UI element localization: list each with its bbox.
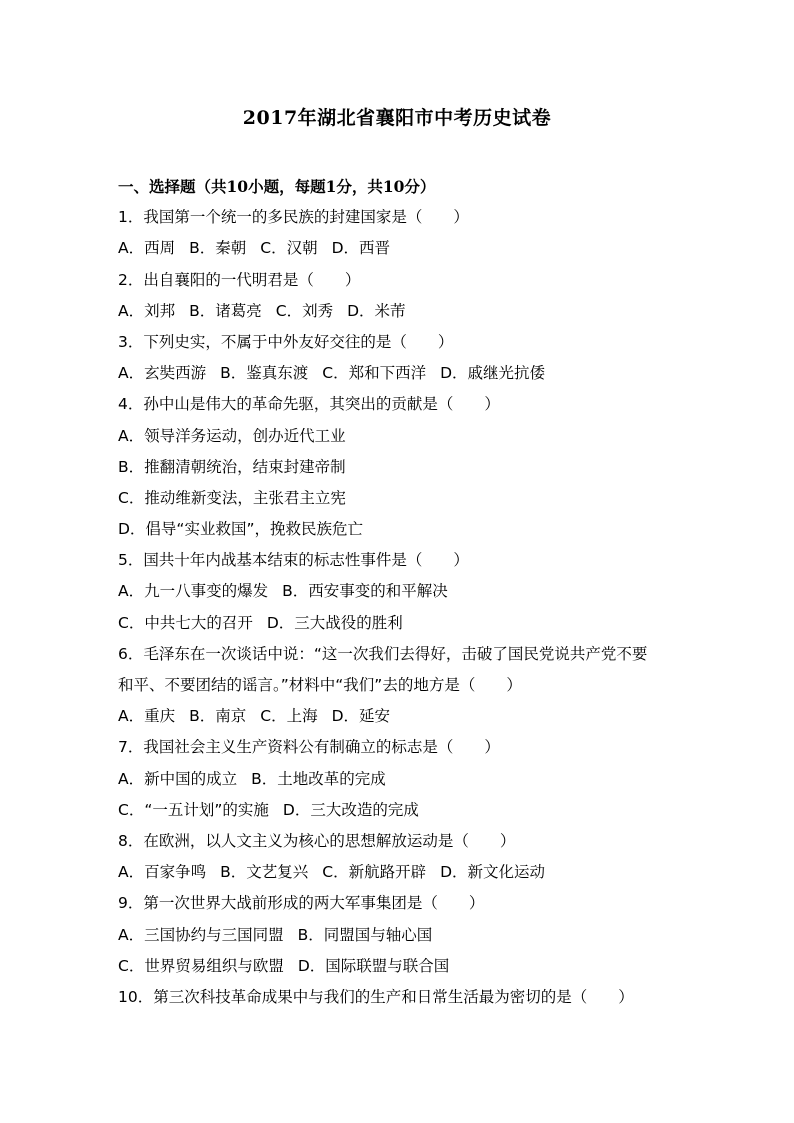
question-stem: 6．毛泽东在一次谈话中说：“这一次我们去得好，击破了国民党说共产党不要 (118, 644, 648, 663)
answer-option: A．玄奘西游 (118, 364, 207, 383)
answer-option: D．米芾 (347, 301, 406, 320)
answer-option: A．新中国的成立 (118, 769, 238, 788)
option-line (118, 795, 688, 826)
question-stem: 7．我国社会主义生产资料公有制确立的标志是（ ） (118, 738, 500, 757)
answer-option: A．西周 (118, 239, 176, 258)
answer-option: B．推翻清朝统治，结束封建帝制 (118, 457, 346, 476)
answer-option: D．西晋 (331, 239, 391, 258)
option-line (118, 857, 688, 888)
answer-option: C．中共七大的召开 (118, 613, 253, 632)
answer-option: D．倡导“实业救国”，挽救民族危亡 (118, 520, 363, 539)
option-line (118, 483, 688, 514)
answer-option: D．国际联盟与联合国 (297, 956, 450, 975)
option-line (118, 701, 688, 732)
question-stem: 1．我国第一个统一的多民族的封建国家是（ ） (118, 208, 469, 227)
answer-option: C．推动维新变法，主张君主立宪 (118, 488, 346, 507)
question-stem: 10．第三次科技革命成果中与我们的生产和日常生活最为密切的是（ ） (118, 987, 634, 1006)
section-heading: 一、选择题（共10小题，每题1分，共10分） (118, 177, 436, 196)
question-stem-continued: 和平、不要团结的谣言。”材料中“我们”去的地方是（ ） (118, 676, 522, 694)
answer-option: C．刘秀 (275, 301, 334, 320)
exam-body (118, 171, 688, 1013)
answer-option: D．三大改造的完成 (282, 800, 419, 819)
answer-option: C．上海 (260, 707, 318, 726)
answer-option: A．领导洋务运动，创办近代工业 (118, 426, 346, 445)
answer-option: C．世界贸易组织与欧盟 (118, 956, 284, 975)
option-line (118, 452, 688, 483)
question-stem: 5．国共十年内战基本结束的标志性事件是（ ） (118, 551, 469, 570)
question-stem: 8．在欧洲，以人文主义为核心的思想解放运动是（ ） (118, 831, 516, 850)
answer-option: A．刘邦 (118, 301, 176, 320)
exam-title: 2017年湖北省襄阳市中考历史试卷 (242, 107, 552, 129)
option-line (118, 358, 688, 389)
answer-option: B．同盟国与轴心国 (297, 925, 433, 944)
answer-option: C．“一五计划”的实施 (118, 800, 269, 819)
answer-option: B．秦朝 (189, 239, 247, 258)
answer-option: C．郑和下西洋 (322, 364, 427, 383)
answer-option: B．西安事变的和平解决 (282, 582, 448, 601)
option-line (118, 608, 688, 639)
option-line (118, 764, 688, 795)
answer-option: A．重庆 (118, 707, 176, 726)
option-line (118, 951, 688, 982)
answer-option: D．三大战役的胜利 (266, 613, 403, 632)
answer-option: B．文艺复兴 (220, 863, 309, 882)
question-stem: 2．出自襄阳的一代明君是（ ） (118, 270, 361, 289)
answer-option: D．新文化运动 (440, 863, 546, 882)
answer-option: B．诸葛亮 (189, 301, 262, 320)
answer-option: D．戚继光抗倭 (440, 364, 546, 383)
answer-option: B．鉴真东渡 (220, 364, 309, 383)
option-line (118, 296, 688, 327)
option-line (118, 920, 688, 951)
option-line (118, 576, 688, 607)
option-line (118, 421, 688, 452)
answer-option: A．三国协约与三国同盟 (118, 925, 284, 944)
question-stem: 4．孙中山是伟大的革命先驱，其突出的贡献是（ ） (118, 395, 500, 414)
question-stem: 3．下列史实，不属于中外友好交往的是（ ） (118, 332, 454, 351)
answer-option: C．新航路开辟 (322, 863, 427, 882)
option-line (118, 233, 688, 264)
answer-option: A．百家争鸣 (118, 863, 207, 882)
answer-option: A．九一八事变的爆发 (118, 582, 269, 601)
question-stem: 9．第一次世界大战前形成的两大军事集团是（ ） (118, 894, 485, 913)
answer-option: B．南京 (189, 707, 247, 726)
option-line (118, 514, 688, 545)
answer-option: C．汉朝 (260, 239, 318, 258)
answer-option: D．延安 (331, 707, 391, 726)
answer-option: B．土地改革的完成 (251, 769, 386, 788)
